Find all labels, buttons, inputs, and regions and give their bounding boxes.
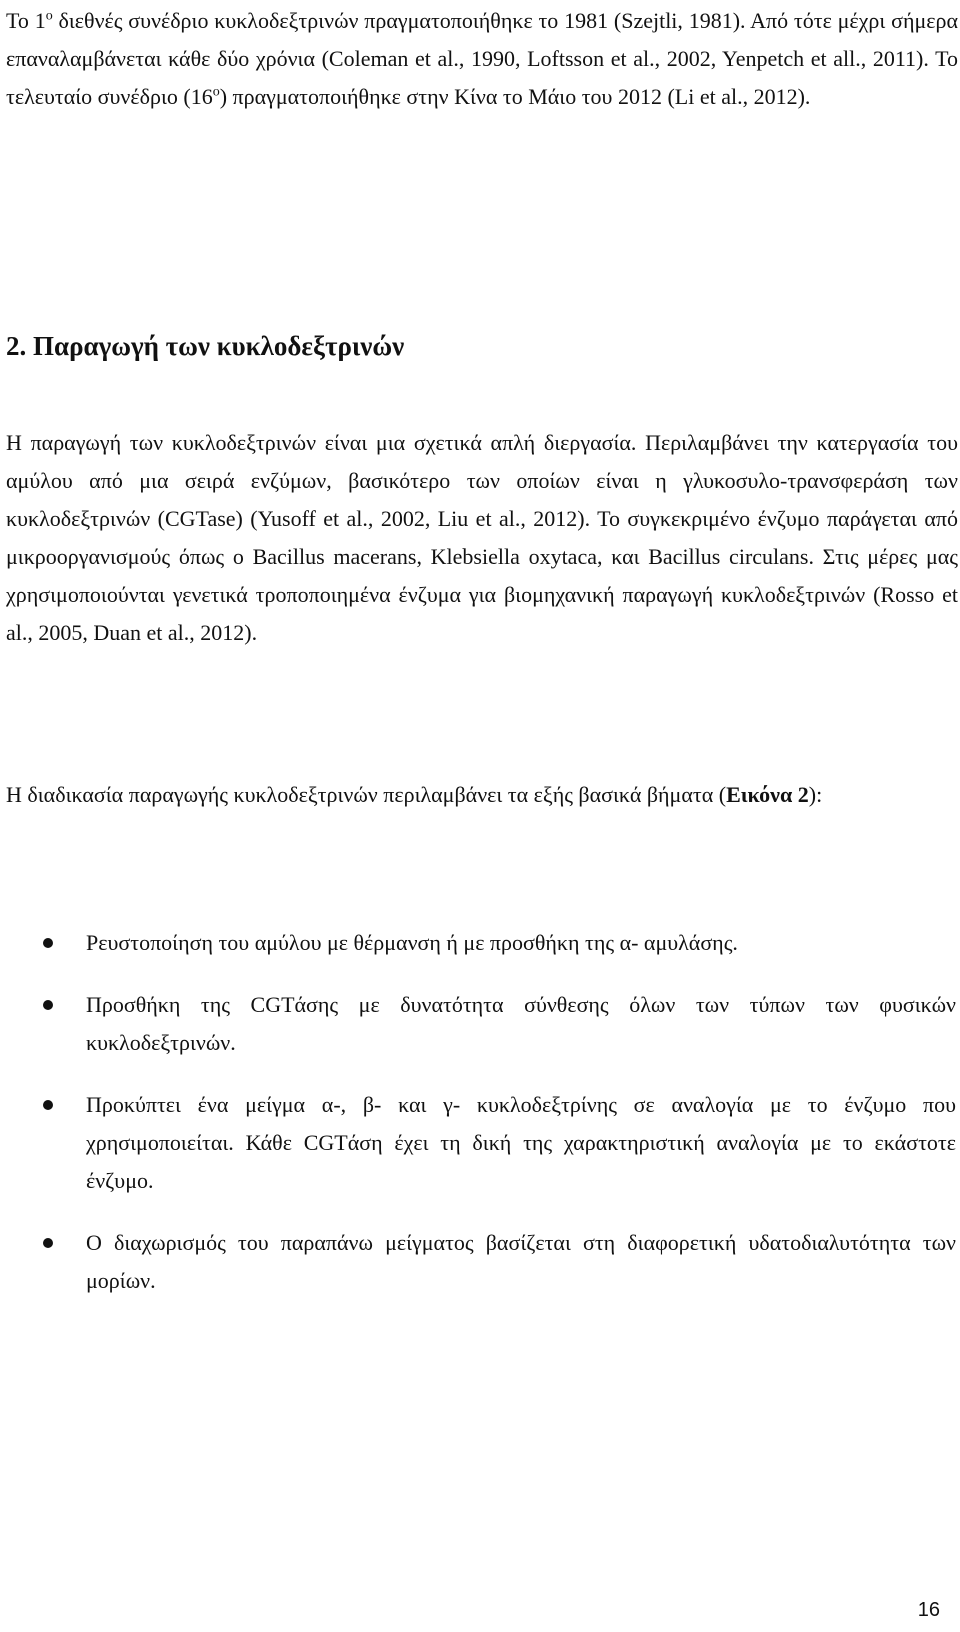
list-item-text: Προκύπτει ένα μείγμα α-, β- και γ- κυκλοδεξτρίνης σε αναλογία με το ένζυμο που χρησιμοποιείται. Κάθε CGTάση έχει τη δική της χαρακτηριστική αναλογία με το εκάστοτε ένζυμο. <box>86 1092 956 1193</box>
list-item <box>0 1086 956 1200</box>
ordinal-superscript: ο <box>45 8 53 24</box>
bullet-icon <box>43 1238 53 1248</box>
production-paragraph: Η παραγωγή των κυκλοδεξτρινών είναι μια σχετικά απλή διεργασία. Περιλαμβάνει την κατεργασία του αμύλου από μια σειρά ενζύμων, βασικότερο των οποίων είναι η γλυκοσυλο-τρανσφεράση των κυκλοδεξτρινών (CGTase) (Yusoff et al., 2002, Liu et al., 2012). Το συγκεκριμένο ένζυμο παράγεται από μικροοργανισμούς όπως ο Bacillus macerans, Klebsiella oxytaca, και Bacillus circulans. Στις μέρες μας χρησιμοποιούνται γενετικά τροποποιημένα ένζυμα για βιομηχανική παραγωγή κυκλοδεξτρινών (Rosso et al., 2005, Duan et al., 2012). <box>6 430 958 645</box>
list-item-text: Ο διαχωρισμός του παραπάνω μείγματος βασίζεται στη διαφορετική υδατοδιαλυτότητα των μορίων. <box>86 1230 956 1293</box>
process-steps-list <box>0 924 960 1324</box>
intro-text-b: διεθνές συνέδριο κυκλοδεξτρινών πραγματοποιήθηκε το 1981 (Szejtli, 1981). Από τότε μέχρι σήμερα επαναλαμβάνεται κάθε δύο χρόνια (Coleman et al., 1990, Loftsson et al., 2002, Yenpetch et all., 2011). Το τελευταίο συνέδριο (16 <box>6 8 958 109</box>
list-item-text: Ρευστοποίηση του αμύλου με θέρμανση ή με προσθήκη της α- αμυλάσης. <box>86 930 738 955</box>
process-intro-text: Η διαδικασία παραγωγής κυκλοδεξτρινών περιλαμβάνει τα εξής βασικά βήματα ( <box>6 782 727 807</box>
list-item <box>0 924 956 962</box>
bullet-icon <box>43 1100 53 1110</box>
bullet-icon <box>43 1000 53 1010</box>
intro-paragraph <box>6 2 958 116</box>
figure-reference: Εικόνα 2 <box>726 782 809 807</box>
intro-text-a: Το 1 <box>6 8 46 33</box>
process-intro-paragraph <box>6 776 958 814</box>
list-item <box>0 986 956 1062</box>
ordinal-superscript: ο <box>212 84 220 100</box>
bullet-icon <box>43 938 53 948</box>
section-heading: 2. Παραγωγή των κυκλοδεξτρινών <box>6 331 405 361</box>
list-item <box>0 1224 956 1300</box>
intro-text-c: ) πραγματοποιήθηκε στην Κίνα το Μάιο του 2012 (Li et al., 2012). <box>219 84 811 109</box>
process-intro-end: ): <box>808 782 823 807</box>
list-item-text: Προσθήκη της CGTάσης με δυνατότητα σύνθεσης όλων των τύπων των φυσικών κυκλοδεξτρινών. <box>86 992 956 1055</box>
page-number: 16 <box>917 1599 940 1621</box>
